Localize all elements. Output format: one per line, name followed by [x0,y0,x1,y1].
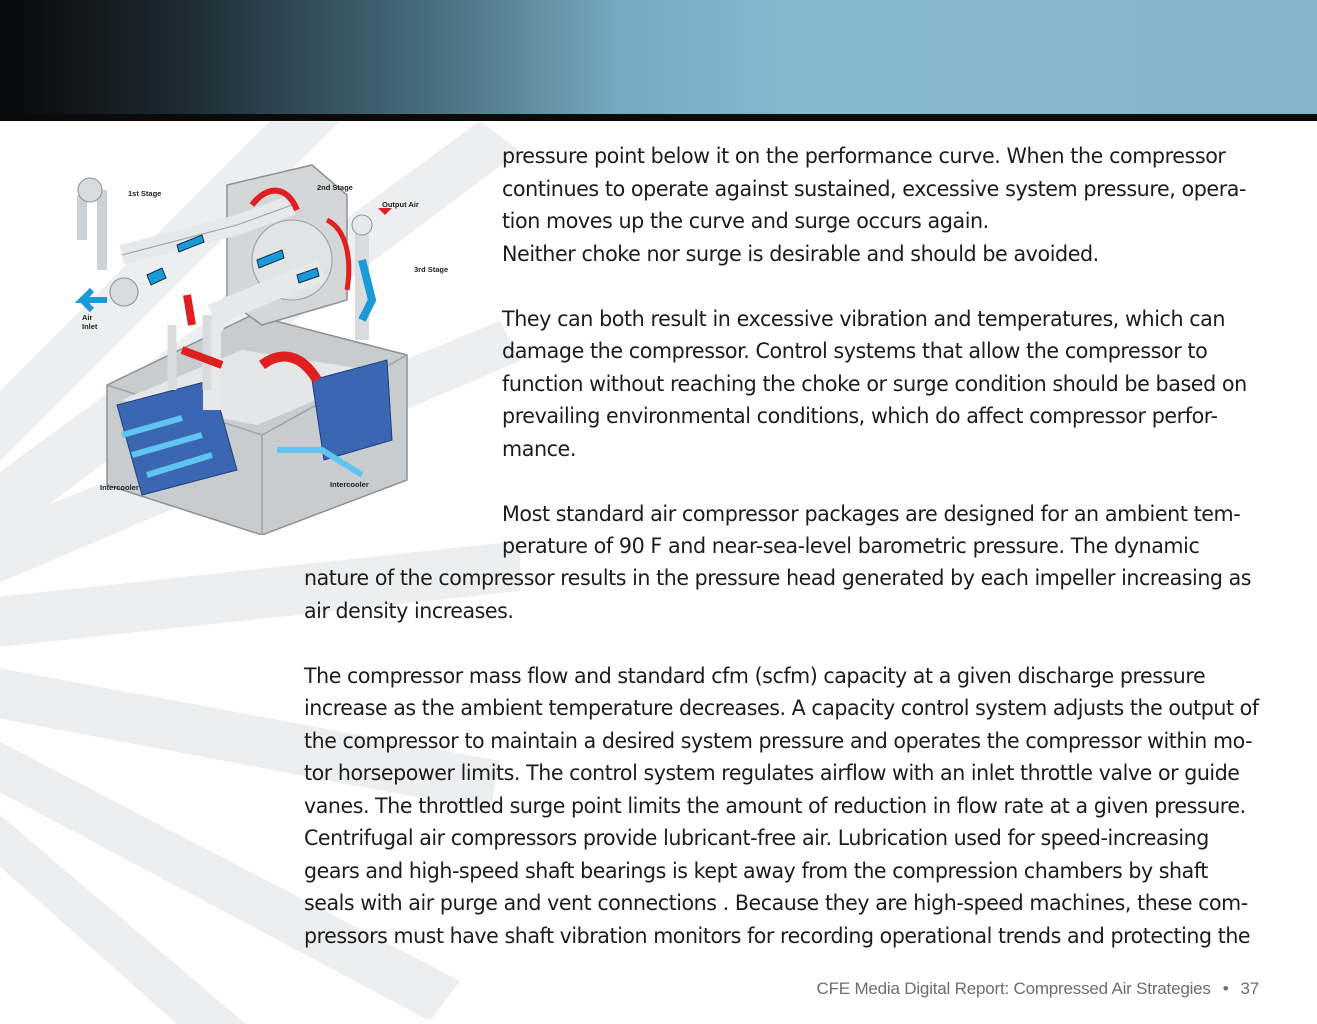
text-line: air density increases. [304,598,514,623]
label-second-stage: 2nd Stage [317,183,353,192]
footer-publication: CFE Media Digital Report: Compressed Air Strategies [816,979,1211,998]
text-line: Centrifugal air compressors provide lubricant-free air. Lubrication used for speed-increasing [304,826,1209,850]
page-footer [817,979,1259,999]
label-air-inlet-line2: Inlet [82,322,98,331]
body-text-narrow-column [502,140,1247,563]
text-line: the compressor to maintain a desired system pressure and operates the compressor within mo- [304,728,1253,753]
label-intercooler-right: Intercooler [330,480,369,489]
text-line: seals with air purge and vent connections . Because they are high-speed machines, these com- [304,891,1248,915]
text-line: pressure point below it on the performance curve. When the compressor [502,144,1226,168]
text-line: tion moves up the curve and surge occurs again. [502,209,989,233]
text-line: mance. [502,436,576,461]
header-rule [0,114,1317,121]
text-line: The compressor mass flow and standard cfm (scfm) capacity at a given discharge pressure [304,663,1206,688]
header-band [0,0,1317,114]
text-line: damage the compressor. Control systems that allow the compressor to [502,339,1208,363]
text-line: tor horsepower limits. The control system regulates airflow with an inlet throttle valve or guide [304,761,1240,785]
text-line: nature of the compressor results in the pressure head generated by each impeller increasing as [304,566,1252,590]
label-intercooler-left: Intercooler [100,483,139,492]
page-number: 37 [1240,979,1259,998]
text-line: increase as the ambient temperature decreases. A capacity control system adjusts the output of [304,696,1259,720]
label-output-air: Output Air [382,200,419,209]
text-line: pressors must have shaft vibration monitors for recording operational trends and protecting the [304,923,1251,948]
text-line: continues to operate against sustained, excessive system pressure, opera- [502,176,1247,201]
footer-separator: • [1222,979,1229,998]
paragraph-gap [502,465,1247,498]
label-first-stage: 1st Stage [128,189,162,198]
text-line: function without reaching the choke or surge condition should be based on [502,371,1247,396]
text-line: gears and high-speed shaft bearings is kept away from the compression chambers by shaft [304,858,1208,883]
text-line: Neither choke nor surge is desirable and should be avoided. [502,241,1099,266]
paragraph-gap [304,627,1259,660]
text-line: Most standard air compressor packages are designed for an ambient tem- [502,501,1241,526]
label-air-inlet-line1: Air [82,313,93,322]
paragraph-gap [502,270,1247,303]
text-line: They can both result in excessive vibration and temperatures, which can [502,306,1226,331]
text-line: vanes. The throttled surge point limits the amount of reduction in flow rate at a given pressure. [304,793,1246,818]
body-text-wide-column [304,562,1259,952]
label-third-stage: 3rd Stage [414,265,449,274]
compressor-cutaway-figure [62,150,462,535]
text-line: perature of 90 F and near-sea-level barometric pressure. The dynamic [502,534,1200,558]
text-line: prevailing environmental conditions, which do affect compressor perfor- [502,404,1218,428]
